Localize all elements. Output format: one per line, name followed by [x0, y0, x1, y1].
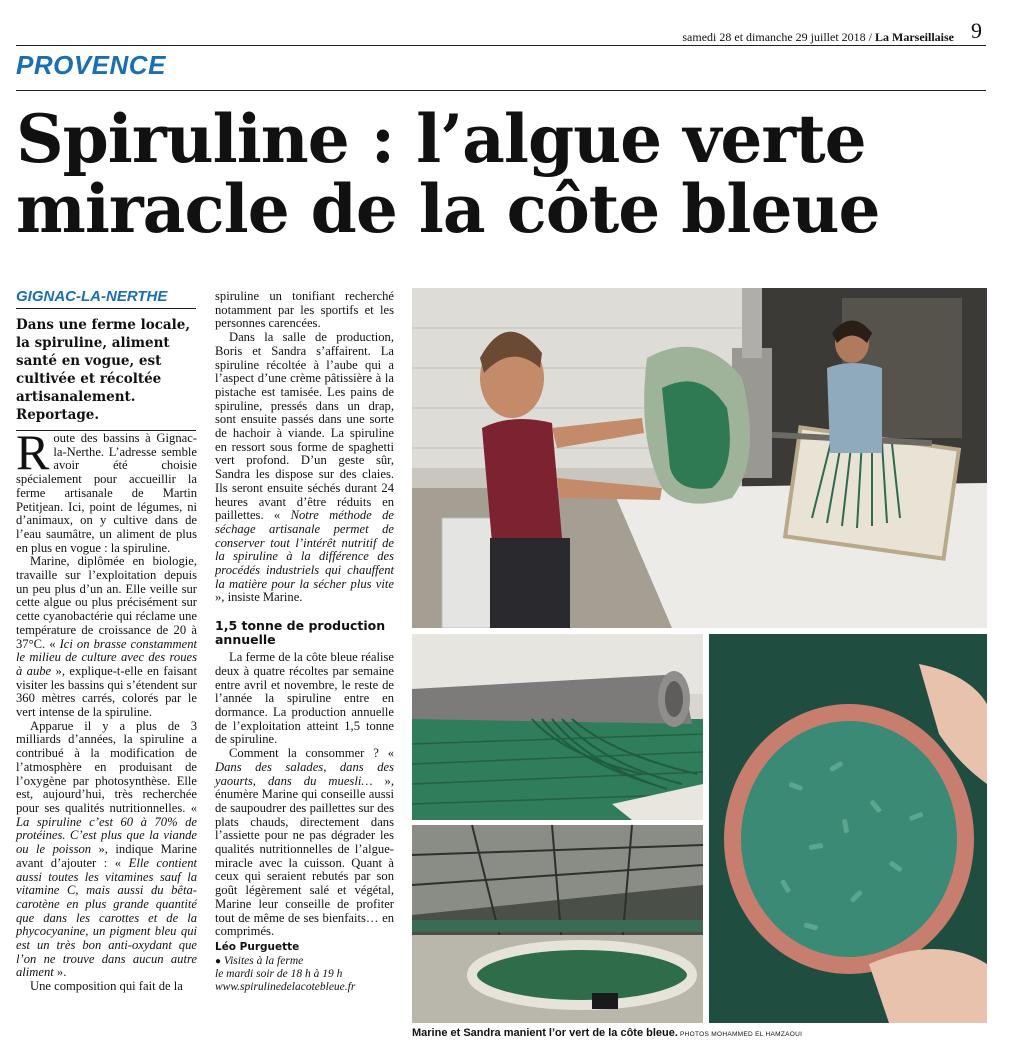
photo-caption: Marine et Sandra manient l’or vert de la côte bleue. PHOTOS MOHAMMED EL HAMZAOUI: [412, 1027, 803, 1039]
header-divider: [16, 90, 986, 91]
article-column-2: [215, 290, 394, 993]
article-lead: Dans une ferme locale, la spiruline, aliment santé en vogue, est cultivée et récoltée artisanalement. Reportage.: [16, 316, 196, 431]
photo-extrusion-pipe: [412, 634, 703, 820]
paragraph: Comment la consommer ? « Dans des salades, dans des yaourts, dans du muesli… », énumère Marine qui conseille aussi de saupoudrer des paillettes sur des plats chauds, directement dans l’assiette pour ne pas dégrader les qualités nutritionnelles de l’algue-miracle avec la cuisson. Quant à ceux qui seraient rebutés par son goût légèrement salé et végétal, Marine leur conseille de profiter tout de même de ses bienfaits… en comprimés.: [215, 746, 394, 939]
bullet-icon: ●: [215, 955, 222, 967]
page-number: 9: [971, 18, 982, 43]
photo-credit: PHOTOS MOHAMMED EL HAMZAOUI: [677, 1031, 803, 1038]
photo-spirulina-bowl: [709, 634, 987, 1023]
paragraph: Une composition qui fait de la: [30, 979, 183, 994]
author-signature: Léo Purguette: [215, 940, 300, 953]
page-header: [16, 18, 986, 46]
visit-info: ● Visites à la ferme le mardi soir de 18 h à 19 h www.spirulinedelacotebleue.fr: [215, 954, 356, 993]
section-title: PROVENCE: [16, 50, 166, 80]
spirulina-bowl-illustration: [709, 634, 987, 1023]
paragraph: spiruline un tonifiant recherché notamment par les sportifs et les personnes carencées.: [215, 289, 394, 331]
newspaper-name: La Marseillaise: [875, 30, 954, 44]
paragraph: Apparue il y a plus de 3 milliards d’années, la spiruline a contribué à la modification de l’atmosphère en produisant de l’oxygène par photosynthèse. Elle est, aujourd’hui, très recherchée pour ses qualités nutritionnelles. « La spiruline c’est 60 à 70% de protéines. C’est plus que la viande ou le poisson », indique Marine avant d’ajouter : « Elle contient aussi toutes les vitamines sauf la vitamine C, mais aussi du bêta-carotène en plus grande quantité que dans les carottes et de la phycocyanine, un pigment bleu qui est un très bon anti-oxydant que l’on ne trouve dans aucun autre aliment ».: [16, 718, 197, 980]
article-column-1: [16, 424, 197, 994]
photo-greenhouse-basins: [412, 825, 703, 1023]
paragraph: La ferme de la côte bleue réalise deux à quatre récoltes par semaine entre avril et novembre, le reste de l’année la spiruline entre en dormance. La production annuelle de l’exploitation atteint 1,5 tonne de spiruline.: [215, 650, 394, 747]
headline-line-1: Spiruline : l’algue verte: [16, 100, 866, 178]
paragraph: Route des bassins à Gignac-la-Nerthe. L’adresse semble avoir été choisie spécialement pour accueillir la ferme artisanale de Martin Petitjean. Ici, point de légumes, ni d’animaux, on y cultive dans de l’eau saumâtre, un aliment de plus en plus en vogue : la spiruline.: [16, 424, 197, 555]
paragraph: Marine, diplômée en biologie, travaille sur l’exploitation depuis un peu plus d’un an. Elle veille sur cette algue ou plus précisément sur cette cyanobactérie qui réclame une température de croissance de 20 à 37°C. « Ici on brasse constamment le milieu de culture avec des roues à aube », explique-t-elle en faisant visiter les bassins qui s’étendent sur 360 mètres carrés, colorés par le vert intense de la spiruline.: [16, 554, 197, 720]
paragraph: Dans la salle de production, Boris et Sandra s’affairent. La spiruline récoltée à l’aube qui a l’aspect d’une crème pâtissière à la pistache est tamisée. Les pains de spiruline, pressés dans un drap, sont ensuite passés dans une sorte de hachoir à viande. La spiruline en ressort sous forme de spaghetti vert profond. D’un geste sûr, Sandra les dispose sur des claies. Ils seront ensuite séchés durant 24 heures avant d’être réduits en paillettes. « Notre méthode de séchage artisanale permet de conserver tout l’intérêt nutritif de la spiruline à la différence des procédés industriels qui chauffent la matière pour la sécher plus vite », insiste Marine.: [215, 330, 394, 605]
drop-cap: R: [16, 424, 50, 480]
headline: [16, 100, 996, 248]
extrusion-pipe-illustration: [412, 634, 703, 820]
photo-production-room: [412, 288, 987, 628]
production-room-illustration: [412, 288, 987, 628]
subheading: 1,5 tonne de production annuelle: [215, 618, 386, 648]
website-link[interactable]: www.spirulinedelacotebleue.fr: [215, 980, 356, 993]
location-kicker: GIGNAC-LA-NERTHE: [16, 288, 196, 309]
greenhouse-illustration: [412, 825, 703, 1023]
headline-line-2: miracle de la côte bleue: [16, 170, 880, 248]
issue-date: samedi 28 et dimanche 29 juillet 2018 / La Marseillaise: [682, 30, 954, 44]
